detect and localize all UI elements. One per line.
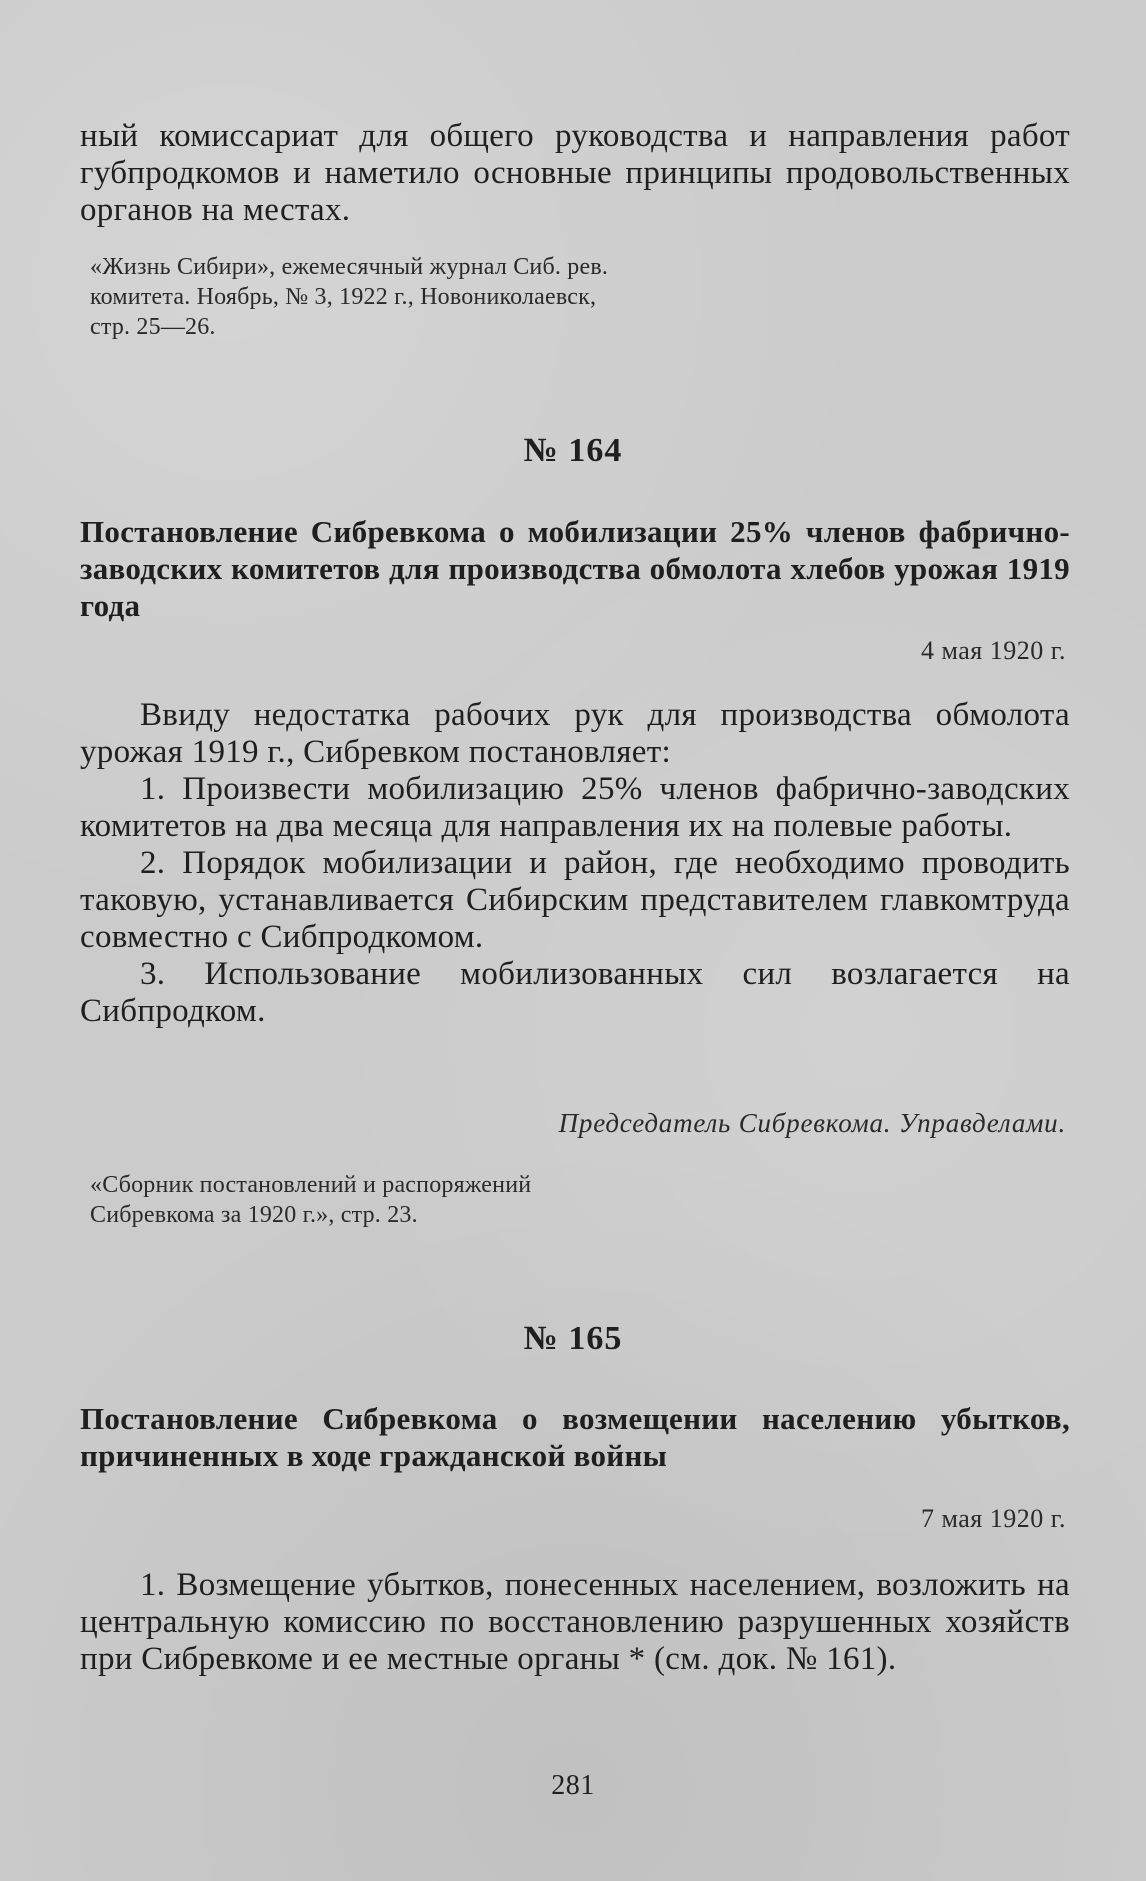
page-number: 281 <box>551 1770 595 1801</box>
document-number-165: № 165 <box>523 1320 623 1357</box>
paragraph-item-3: 3. Использование мобилизованных сил возлагается на Сибпродком. <box>80 956 1070 1029</box>
document-number-164: № 164 <box>523 432 623 469</box>
continuation-paragraph: ный комиссариат для общего руководства и направления работ губпродкомов и наметило основные принципы продовольственных органов на местах. <box>80 118 1070 228</box>
document-title-164: Постановление Сибревкома о мобилизации 25% членов фабрично-заводских комитетов для производства обмолота хлебов урожая 1919 года <box>80 514 1070 623</box>
paragraph-item-1: 1. Возмещение убытков, понесенных населением, возложить на центральную комиссию по восстановлению разрушенных хозяйств при Сибревкоме и ее местные органы * (см. док. № 161). <box>80 1567 1070 1677</box>
source-citation-top: «Жизнь Сибири», ежемесячный журнал Сиб. рев. комитета. Ноябрь, № 3, 1922 г., Новониколаевск, стр. 25—26. <box>90 254 609 340</box>
document-body-164 <box>80 697 1070 1030</box>
paragraph-preamble: Ввиду недостатка рабочих рук для производства обмолота урожая 1919 г., Сибревком постановляет: <box>80 697 1070 770</box>
document-date-164: 4 мая 1920 г. <box>920 636 1066 665</box>
document-body-165 <box>80 1567 1070 1678</box>
document-title-165: Постановление Сибревкома о возмещении населению убытков, причиненных в ходе гражданской войны <box>80 1401 1070 1473</box>
paragraph-item-2: 2. Порядок мобилизации и район, где необходимо проводить таковую, устанавливается Сибирским представителем главкомтруда совместно с Сибпродкомом. <box>80 845 1070 955</box>
document-date-165: 7 мая 1920 г. <box>920 1504 1066 1533</box>
continuation-text-block <box>80 118 1070 229</box>
source-citation-164: «Сборник постановлений и распоряжений Сибревкома за 1920 г.», стр. 23. <box>90 1172 532 1228</box>
signature-line-164: Председатель Сибревкома. Управделами. <box>558 1108 1066 1138</box>
paragraph-item-1: 1. Произвести мобилизацию 25% членов фабрично-заводских комитетов на два месяца для направления их на полевые работы. <box>80 771 1070 844</box>
